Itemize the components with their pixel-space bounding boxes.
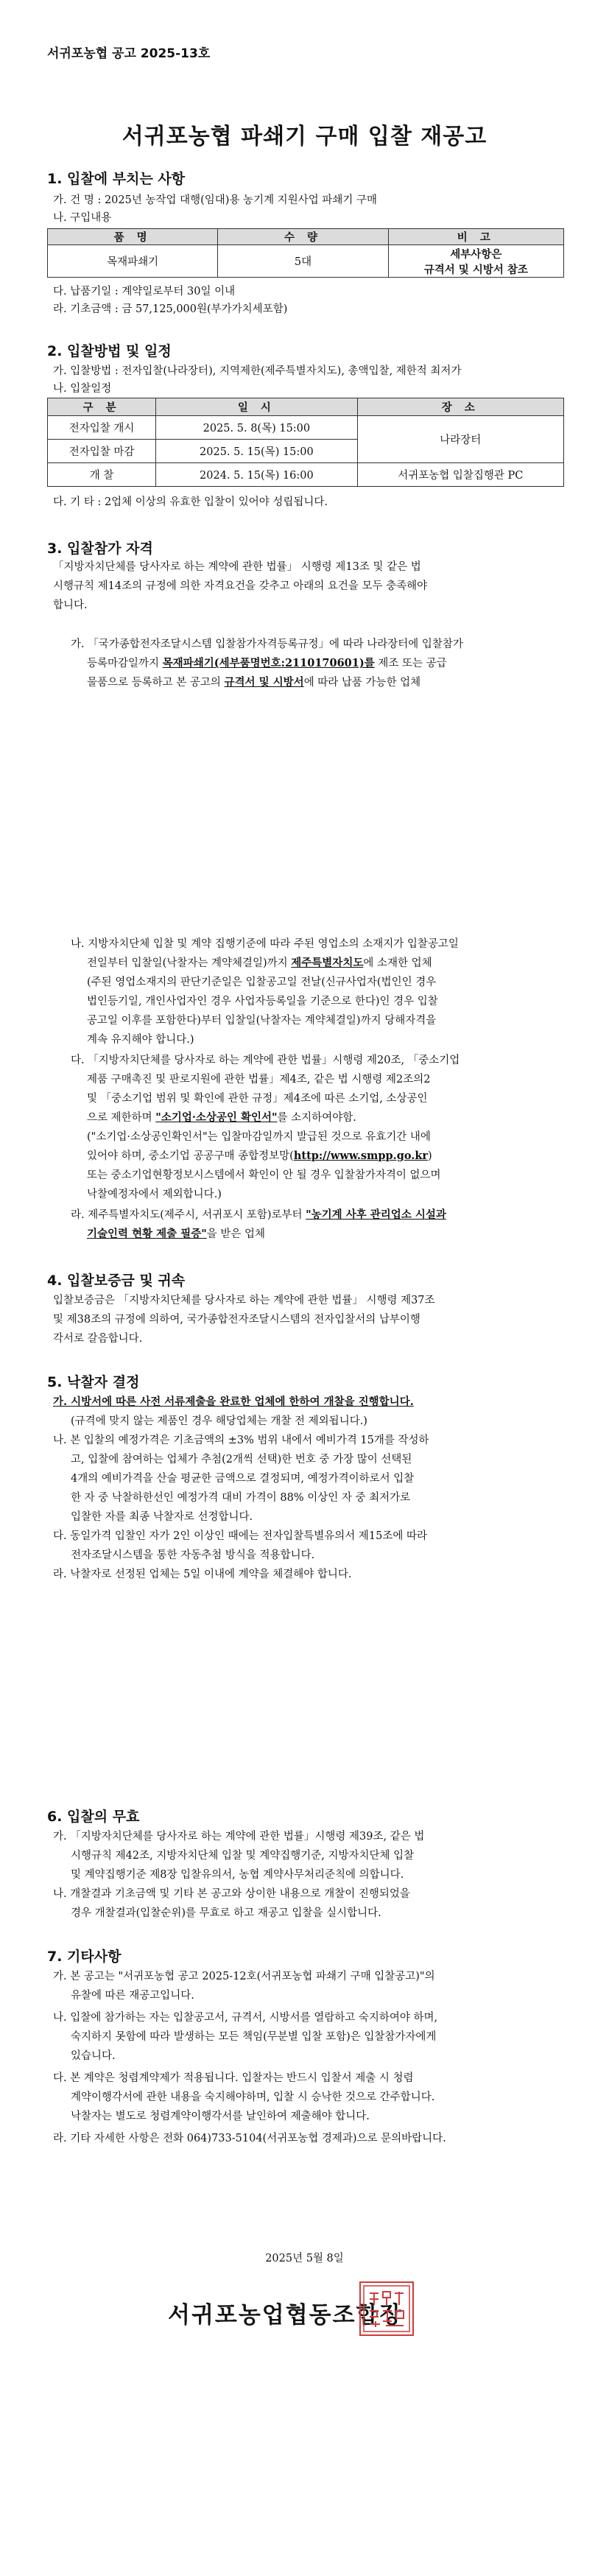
s5-item-da: 전자조달시스템을 통한 자동추첨 방식을 적용합니다. xyxy=(71,1549,315,1561)
s7-item-na: 있습니다. xyxy=(71,2050,116,2062)
section-7-heading: 7. 기타사항 xyxy=(47,1949,122,1965)
aftercare-certificate: "농기계 사후 관리업소 시설과 xyxy=(306,1208,446,1221)
text-segment: 에 소재한 업체 xyxy=(363,957,432,969)
table-header: 수 량 xyxy=(218,229,388,245)
s7-item-da: 낙찰자는 별도로 청렴계약이행각서를 날인하여 제출해야 합니다. xyxy=(71,2111,370,2122)
text-segment: 에 따라 납품 가능한 업체 xyxy=(303,677,421,689)
section-4-heading: 4. 입찰보증금 및 귀속 xyxy=(47,1273,186,1289)
s3-item-da: 다. 「지방자치단체를 당사자로 하는 계약에 관한 법률」시행령 제20조, 「중소기업 xyxy=(71,1055,460,1066)
region-requirement: 제주특별자치도 xyxy=(291,957,364,969)
s3-item-ra xyxy=(87,1227,265,1242)
text-segment: 라. 제주특별자치도(제주시, 서귀포시 포함)로부터 xyxy=(71,1209,306,1221)
s3-item-na: 공고일 이후를 포함한다)부터 입찰일(낙찰자는 계약체결일)까지 당해자격을 xyxy=(87,1015,437,1027)
table-cell: 2025. 5. 8(목) 15:00 xyxy=(156,416,357,440)
table-cell: 개 찰 xyxy=(48,463,156,487)
s3-item-na xyxy=(87,956,432,971)
s2-item-ga: 가. 입찰방법 : 전자입찰(나라장터), 지역제한(제주특별자치도), 총액입찰, 제한적 최저가 xyxy=(53,365,462,377)
s3-item-na: 나. 지방자치단체 입찰 및 계약 집행기준에 따라 주된 영업소의 소재지가 입찰공고일 xyxy=(71,938,459,950)
section-3-heading: 3. 입찰참가 자격 xyxy=(47,541,153,557)
s3-intro: 시행규칙 제14조의 규정에 의한 자격요건을 갖추고 아래의 요건을 모두 충족해야 xyxy=(53,580,428,592)
s5-item-na: 고, 입찰에 참여하는 업체가 추첨(2개씩 선택)한 번호 중 가장 많이 선택된 xyxy=(71,1454,412,1465)
s3-item-na: 법인등기일, 개인사업자인 경우 사업자등록일을 기준으로 한다)인 경우 입찰 xyxy=(87,996,438,1007)
page-title: 서귀포농협 파쇄기 구매 입찰 재공고 xyxy=(122,124,487,149)
smpp-link[interactable]: http://www.smpp.go.kr xyxy=(293,1150,429,1162)
seal-icon xyxy=(361,2283,412,2334)
notice-number: 서귀포농협 공고 2025-13호 xyxy=(47,46,211,61)
text-segment: 있어야 하며, 중소기업 공공구매 종합정보망( xyxy=(87,1150,294,1162)
s6-item-na: 나. 개찰결과 기초금액 및 기타 본 공고와 상이한 내용으로 개찰이 진행되었을 xyxy=(53,1888,410,1900)
s3-item-na: 계속 유지해야 합니다.) xyxy=(87,1034,194,1046)
s3-item-ga xyxy=(87,675,420,690)
s3-intro: 합니다. xyxy=(53,599,88,611)
text-segment: ) xyxy=(428,1150,432,1162)
table-cell: 전자입찰 마감 xyxy=(48,440,156,463)
s3-item-ra xyxy=(71,1208,446,1222)
s6-item-ga: 및 계약집행기준 제8장 입찰유의서, 농협 계약사무처리준칙에 의합니다. xyxy=(71,1869,404,1881)
table-header: 비 고 xyxy=(388,229,563,245)
table-cell: 전자입찰 개시 xyxy=(48,416,156,440)
spec-reference: 규격서 및 시방서 xyxy=(224,676,304,689)
table-cell: 2025. 5. 15(목) 15:00 xyxy=(156,440,357,463)
s4-text: 입찰보증금은 「지방자치단체를 당사자로 하는 계약에 관한 법률」 시행령 제37조 xyxy=(53,1295,435,1306)
s7-item-da: 계약이행각서에 관한 내용을 숙지해야하며, 입찰 시 승낙한 것으로 간주합니다. xyxy=(71,2091,435,2103)
table-header: 장 소 xyxy=(357,398,563,416)
s4-text: 및 제38조의 규정에 의하여, 국가종합전자조달시스템의 전자입찰서의 납부이행 xyxy=(53,1314,420,1326)
s3-item-da: 낙찰예정자에서 제외합니다.) xyxy=(87,1189,222,1200)
table-cell: 목재파쇄기 xyxy=(48,245,218,278)
product-code: 목재파쇄기(세부품명번호:2110170601)를 xyxy=(162,657,375,669)
s5-item-ra: 라. 낙찰자로 선정된 업체는 5일 이내에 계약을 체결해야 합니다. xyxy=(53,1569,352,1580)
table-cell: 5대 xyxy=(218,245,388,278)
schedule-table xyxy=(47,398,564,487)
certificate-requirement: "소기업·소상공인 확인서" xyxy=(155,1111,278,1124)
s6-item-na: 경우 개찰결과(입찰순위)를 무효로 하고 재공고 입찰을 실시합니다. xyxy=(71,1907,381,1919)
s2-item-na: 나. 입찰일정 xyxy=(53,383,112,395)
s5-item-ga: (규격에 맞지 않는 제품인 경우 해당업체는 개찰 전 제외됩니다.) xyxy=(71,1415,367,1427)
s3-item-da: 제품 구매촉진 및 판로지원에 관한 법률」제4조, 같은 법 시행령 제2조의2 xyxy=(87,1074,431,1085)
text-segment: 등록마감일까지 xyxy=(87,658,163,669)
notice-date: 2025년 5월 8일 xyxy=(265,2253,344,2264)
s3-item-da xyxy=(87,1149,432,1164)
s3-item-ga: 가. 「국가종합전자조달시스템 입찰참가자격등록규정」에 따라 나라장터에 입찰참가 xyxy=(71,638,463,650)
remark-line: 규격서 및 시방서 참조 xyxy=(423,263,528,276)
table-header: 구 분 xyxy=(48,398,156,416)
official-seal xyxy=(359,2281,414,2336)
s5-item-na: 4개의 예비가격을 산술 평균한 금액으로 결정되며, 예정가격이하로서 입찰 xyxy=(71,1473,415,1485)
s5-item-na: 한 자 중 낙찰하한선인 예정가격 대비 가격이 88% 이상인 자 중 최저가로 xyxy=(71,1492,411,1504)
text-segment: 가. 시방서에 따른 사전 서류제출을 완료한 업체에 한하여 개찰을 진행합니다. xyxy=(53,1396,414,1408)
table-cell: 나라장터 xyxy=(357,416,563,463)
s7-item-ga: 유찰에 따른 재공고입니다. xyxy=(71,1990,194,2002)
table-cell xyxy=(388,245,563,278)
s3-item-na: (주된 영업소재지의 판단기준일은 입찰공고일 전날(신규사업자(법인인 경우 xyxy=(87,976,437,988)
s3-item-da xyxy=(87,1111,356,1125)
s6-item-ga: 시행규칙 제42조, 지방자치단체 입찰 및 계약집행기준, 지방자치단체 입찰 xyxy=(71,1850,415,1862)
s7-item-na: 숙지하지 못함에 따라 발생하는 모든 책임(무분별 입찰 포함)은 입찰참가자에게 xyxy=(71,2031,437,2043)
s2-item-da: 다. 기 타 : 2업체 이상의 유효한 입찰이 있어야 성립됩니다. xyxy=(53,496,328,508)
s1-item-da: 다. 납품기일 : 계약일로부터 30일 이내 xyxy=(53,286,236,298)
s5-item-da: 다. 동일가격 입찰인 자가 2인 이상인 때에는 전자입찰특별유의서 제15조에 따라 xyxy=(53,1530,427,1542)
s7-item-ga: 가. 본 공고는 "서귀포농협 공고 2025-12호(서귀포농협 파쇄기 구매 입찰공고)"의 xyxy=(53,1971,435,1982)
s1-item-na: 나. 구입내용 xyxy=(53,212,112,224)
signature: 서귀포농업협동조합장 xyxy=(168,2302,404,2329)
purchase-table xyxy=(47,228,564,278)
table-header: 일 시 xyxy=(156,398,357,416)
text-segment: 제조 또는 공급 xyxy=(374,658,447,669)
s1-item-ra: 라. 기초금액 : 금 57,125,000원(부가가치세포함) xyxy=(53,303,288,315)
s4-text: 각서로 갈음합니다. xyxy=(53,1333,143,1345)
s3-intro: 「지방자치단체를 당사자로 하는 계약에 관한 법률」 시행령 제13조 및 같은 법 xyxy=(53,561,421,573)
text-segment: 전일부터 입찰일(낙찰자는 계약체결일)까지 xyxy=(87,957,292,969)
s7-item-na: 나. 입찰에 참가하는 자는 입찰공고서, 규격서, 시방서를 열람하고 숙지하여야 하며, xyxy=(53,2012,438,2024)
table-cell: 서귀포농협 입찰집행관 PC xyxy=(357,463,563,487)
s5-item-na: 나. 본 입찰의 예정가격은 기초금액의 ±3% 범위 내에서 예비가격 15개를 작성하 xyxy=(53,1435,429,1446)
s5-item-na: 입찰한 자를 최종 낙찰자로 선정합니다. xyxy=(71,1511,253,1523)
section-6-heading: 6. 입찰의 무효 xyxy=(47,1809,140,1825)
text-segment: 으로 제한하며 xyxy=(87,1112,156,1124)
s3-item-da: ("소기업·소상공인확인서"는 입찰마감일까지 발급된 것으로 유효기간 내에 xyxy=(87,1131,431,1143)
text-segment: 기술인력 현황 제출 필증" xyxy=(87,1228,207,1240)
text-segment: 을 받은 업체 xyxy=(206,1228,266,1240)
section-1-heading: 1. 입찰에 부치는 사항 xyxy=(47,171,186,187)
s3-item-da: 및 「중소기업 범위 및 확인에 관한 규정」제4조에 따른 소기업, 소상공인 xyxy=(87,1093,428,1105)
s3-item-da: 또는 중소기업현황정보시스템에서 확인이 안 될 경우 입찰참가자격이 없으며 xyxy=(87,1169,441,1181)
text-segment: 물품으로 등록하고 본 공고의 xyxy=(87,677,225,689)
section-5-heading: 5. 낙찰자 결정 xyxy=(47,1374,140,1390)
section-2-heading: 2. 입찰방법 및 일정 xyxy=(47,343,172,359)
table-header: 품 명 xyxy=(48,229,218,245)
text-segment: 를 소지하여야함. xyxy=(277,1112,356,1124)
s7-item-da: 다. 본 계약은 청렴계약제가 적용됩니다. 입찰자는 반드시 입찰서 제출 시 청렴 xyxy=(53,2072,414,2084)
s5-item-ga xyxy=(53,1395,414,1410)
s6-item-ga: 가. 「지방자치단체를 당사자로 하는 계약에 관한 법률」시행령 제39조, 같은 법 xyxy=(53,1831,425,1843)
s7-item-ra: 라. 기타 자세한 사항은 전화 064)733-5104(서귀포농협 경제과)으로 문의바랍니다. xyxy=(53,2133,446,2144)
table-cell: 2024. 5. 15(목) 16:00 xyxy=(156,463,357,487)
s3-item-ga xyxy=(87,656,447,671)
s1-item-ga: 가. 건 명 : 2025년 농작업 대행(임대)용 농기계 지원사업 파쇄기 구매 xyxy=(53,194,377,206)
remark-line: 세부사항은 xyxy=(450,247,502,261)
